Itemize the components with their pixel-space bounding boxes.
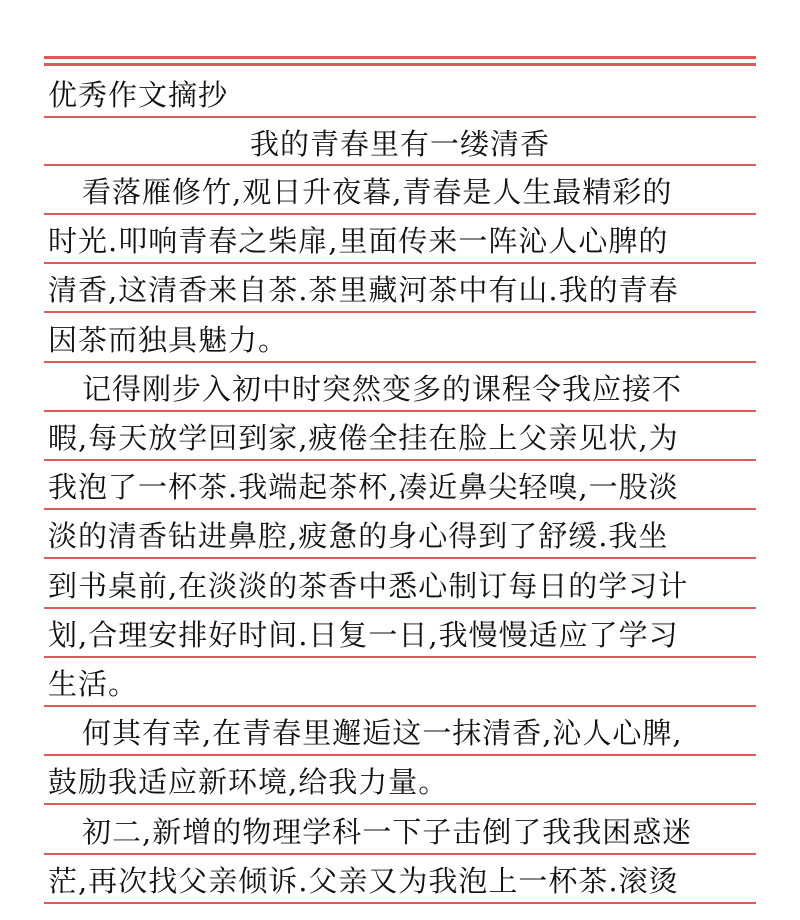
- ruled-line: [44, 902, 756, 904]
- essay-line: 我泡了一杯茶.我端起茶杯,凑近鼻尖轻嗅,一股淡: [48, 470, 679, 505]
- essay-line: 初二,新增的物理学科一下子击倒了我我困惑迷: [82, 814, 693, 849]
- ruled-line: [44, 410, 756, 412]
- lined-paper-sheet: [44, 0, 756, 920]
- ruled-line: [44, 754, 756, 756]
- ruled-line: [44, 459, 756, 461]
- ruled-line: [44, 116, 756, 118]
- ruled-line: [44, 656, 756, 658]
- ruled-line: [44, 213, 756, 215]
- ruled-line: [44, 853, 756, 855]
- ruled-line: [44, 508, 756, 510]
- essay-line: 生活。: [48, 667, 139, 701]
- essay-line: 清香,这清香来自茶.茶里藏河茶中有山.我的青春: [48, 273, 679, 308]
- essay-line: 时光.叩响青春之柴扉,里面传来一阵沁人心脾的: [48, 224, 669, 259]
- ruled-line: [44, 311, 756, 313]
- essay-line: 因茶而独具魅力。: [48, 322, 289, 357]
- essay-line: 记得刚步入初中时突然变多的课程令我应接不: [82, 371, 683, 406]
- ruled-line: [44, 607, 756, 609]
- ruled-line: [44, 705, 756, 707]
- header-label: 优秀作文摘抄: [48, 78, 229, 112]
- essay-line: 何其有幸,在青春里邂逅这一抹清香,沁人心脾,: [82, 716, 683, 751]
- essay-line: 淡的清香钻进鼻腔,疲惫的身心得到了舒缓.我坐: [48, 519, 669, 554]
- top-double-rule: [44, 56, 756, 59]
- ruled-line: [44, 803, 756, 805]
- ruled-line: [44, 361, 756, 363]
- essay-line: 看落雁修竹,观日升夜暮,青春是人生最精彩的: [82, 175, 673, 209]
- essay-line: 到书桌前,在淡淡的茶香中悉心制订每日的学习计: [48, 568, 689, 603]
- essay-line: 茫,再次找父亲倾诉.父亲又为我泡上一杯茶.滚烫: [48, 863, 679, 898]
- ruled-line: [44, 262, 756, 264]
- ruled-line: [44, 164, 756, 166]
- essay-line: 划,合理安排好时间.日复一日,我慢慢适应了学习: [48, 617, 679, 652]
- ruled-line: [44, 557, 756, 559]
- top-double-rule: [44, 63, 756, 66]
- essay-title: 我的青春里有一缕清香: [249, 127, 550, 161]
- essay-line: 暇,每天放学回到家,疲倦全挂在脸上父亲见状,为: [48, 421, 679, 455]
- essay-line: 鼓励我适应新环境,给我力量。: [48, 765, 449, 800]
